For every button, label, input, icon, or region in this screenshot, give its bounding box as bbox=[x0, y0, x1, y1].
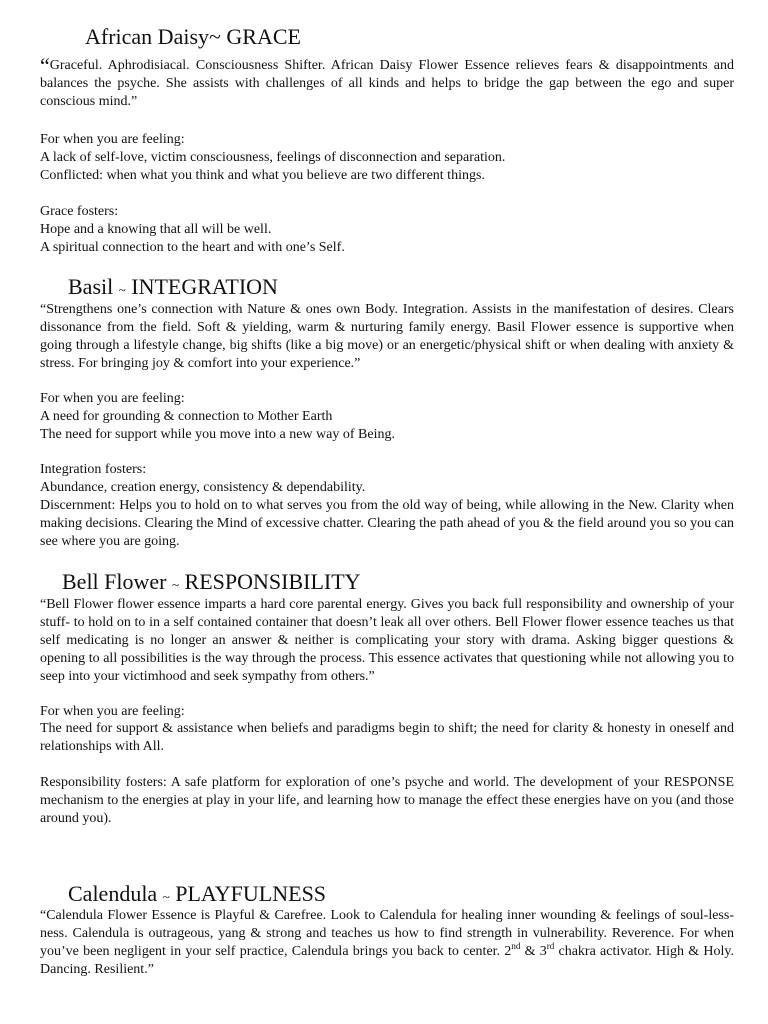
heading-separator: ~ bbox=[118, 282, 126, 297]
fosters-item: Abundance, creation energy, consistency & dependability. bbox=[40, 480, 366, 495]
feeling-item: A need for grounding & connection to Mother Earth bbox=[40, 409, 333, 424]
bell-flower-fosters: Responsibility fosters: A safe platform for exploration of one’s psyche and world. The development of your RESPONSE mechanism to the energies at play in your life, and learning how to manage the effect these energies have on you (and those around you). bbox=[40, 775, 734, 826]
bell-flower-feeling: The need for support & assistance when beliefs and paradigms begin to shift; the need for clarity & honesty in oneself and relationships with All. bbox=[40, 721, 734, 754]
section-heading-african-daisy bbox=[85, 24, 301, 50]
african-daisy-feelings bbox=[40, 131, 734, 185]
section-heading-calendula bbox=[68, 881, 326, 910]
feeling-title: For when you are feeling: bbox=[40, 391, 185, 406]
quality-name: INTEGRATION bbox=[131, 274, 278, 299]
quality-name: GRACE bbox=[226, 24, 301, 49]
basil-feelings bbox=[40, 390, 734, 444]
basil-description: “Strengthens one’s connection with Nature & ones own Body. Integration. Assists in the manifestation of desires. Clears dissonance from the field. Soft & yielding, warm & nurturing family energy. Basil Flower essence is supportive when going through a lifestyle change, big shifts (like a big move) or an energetic/physical shift or when dealing with anxiety & stress. For bringing joy & comfort into your experience.” bbox=[40, 302, 734, 371]
fosters-title: Grace fosters: bbox=[40, 204, 119, 219]
basil-fosters bbox=[40, 461, 734, 497]
basil-discernment: Discernment: Helps you to hold on to what serves you from the old way of being, while allowing in the New. Clarity when making decisions. Clearing the Mind of excessive chatter. Clearing the path ahead of you & the field around you so you can see where you are going. bbox=[40, 498, 734, 549]
feeling-title: For when you are feeling: bbox=[40, 132, 185, 147]
fosters-item: A spiritual connection to the heart and with one’s Self. bbox=[40, 240, 345, 255]
section-heading-bell-flower bbox=[62, 569, 361, 598]
fosters-item: Hope and a knowing that all will be well. bbox=[40, 222, 272, 237]
heading-separator: ~ bbox=[172, 577, 180, 592]
heading-separator: ~ bbox=[209, 24, 221, 49]
feeling-item: A lack of self-love, victim consciousness, feelings of disconnection and separation. bbox=[40, 150, 506, 165]
quality-name: PLAYFULNESS bbox=[175, 881, 327, 906]
calendula-description: “Calendula Flower Essence is Playful & Carefree. Look to Calendula for healing inner wounding & feelings of soul-less-ness. Calendula is outrageous, yang & strong and teaches us how to find strength in vulnerability. Reverence. For when you’ve been negligent in your self practice, Calendula brings you back to center. 2nd & 3rd chakra activator. High & Holy. Dancing. Resilient.” bbox=[40, 908, 734, 977]
african-daisy-description: “Graceful. Aphrodisiacal. Consciousness Shifter. African Daisy Flower Essence relieves fears & disappointments and balances the psyche. She assists with challenges of all kinds and helps to bridge the gap between the ego and super conscious mind.” bbox=[40, 53, 734, 109]
feeling-item: Conflicted: when what you think and what you believe are two different things. bbox=[40, 168, 485, 183]
flower-name: Basil bbox=[68, 274, 114, 299]
feeling-item: The need for support while you move into a new way of Being. bbox=[40, 427, 395, 442]
heading-separator: ~ bbox=[162, 889, 170, 904]
flower-name: African Daisy bbox=[85, 24, 210, 49]
african-daisy-fosters bbox=[40, 203, 734, 257]
superscript-rd: rd bbox=[546, 941, 555, 951]
quality-name: RESPONSIBILITY bbox=[184, 569, 361, 594]
fosters-title: Integration fosters: bbox=[40, 462, 147, 477]
bell-flower-feeling-title: For when you are feeling: bbox=[40, 704, 185, 719]
bell-flower-description: “Bell Flower flower essence imparts a hard core parental energy. Gives you back full responsibility and ownership of your stuff- to hold on to in a self contained container that doesn’t leak all over others. Bell Flower flower essence teaches us that self medicating is no longer an answer & neither is complicating your story with drama. Asking bigger questions & opening to all possibilities is the way through the process. This essence activates that questioning while not allowing you to seep into your victimhood and seek sympathy from others.” bbox=[40, 597, 734, 684]
superscript-nd: nd bbox=[511, 941, 521, 951]
section-heading-basil bbox=[68, 274, 278, 303]
open-quote: “ bbox=[40, 53, 50, 78]
flower-name: Bell Flower bbox=[62, 569, 167, 594]
flower-name: Calendula bbox=[68, 881, 158, 906]
